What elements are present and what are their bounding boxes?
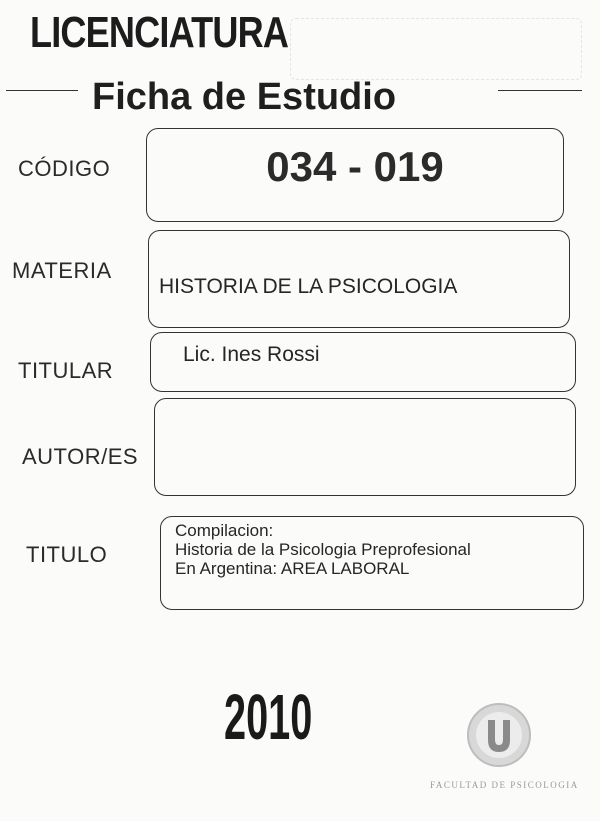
autores-label: AUTOR/ES [22, 444, 139, 469]
codigo-label: CÓDIGO [18, 156, 111, 181]
program-title: LICENCIATURA [30, 8, 289, 57]
titulo-line: Compilacion: [175, 521, 274, 540]
materia-label: MATERIA [12, 258, 112, 283]
titular-label: TITULAR [18, 358, 114, 383]
titulo-box [160, 516, 584, 610]
university-logo-icon [464, 700, 534, 770]
faculty-name: FACULTAD DE PSICOLOGIA [430, 780, 579, 790]
year: 2010 [224, 681, 313, 753]
header-rule-left [6, 90, 78, 91]
faded-stamp [290, 18, 582, 80]
form-title: Ficha de Estudio [92, 76, 397, 118]
materia-value: HISTORIA DE LA PSICOLOGIA [159, 275, 458, 298]
header-rule-right [498, 90, 582, 91]
titular-value: Lic. Ines Rossi [183, 343, 320, 366]
titular-box [150, 332, 576, 392]
autores-box [154, 398, 576, 496]
materia-box [148, 230, 570, 328]
titulo-label: TITULO [26, 542, 108, 567]
titulo-line: Historia de la Psicologia Preprofesional [175, 540, 471, 559]
codigo-box [146, 128, 564, 222]
titulo-line: En Argentina: AREA LABORAL [175, 559, 410, 578]
codigo-value: 034 - 019 [266, 143, 444, 190]
titulo-value [175, 521, 471, 578]
